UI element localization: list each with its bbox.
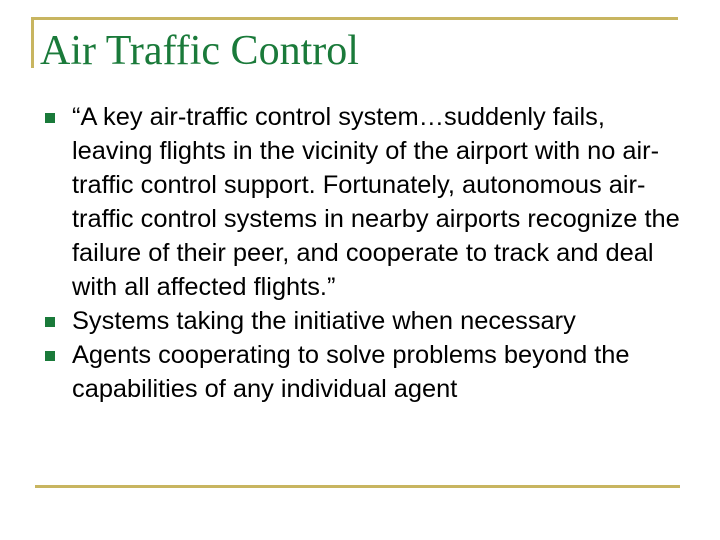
square-bullet-icon [45,317,55,327]
bullet-item [42,338,682,406]
slide-title: Air Traffic Control [40,28,359,74]
bullet-text: Systems taking the initiative when necessary [72,307,576,335]
bullet-item [42,100,682,304]
bullet-text: “A key air-traffic control system…suddenly fails, leaving flights in the vicinity of the airport with no air-traffic control support. Fortunately, autonomous air-traffic control systems in nearby airports recognize the failure of their peer, and cooperate to track and deal with all affected flights.” [72,103,680,301]
title-rule-left [31,17,34,68]
bullet-text: Agents cooperating to solve problems beyond the capabilities of any individual agent [72,341,630,403]
square-bullet-icon [45,351,55,361]
title-rule-top [31,17,678,20]
bullet-item [42,304,682,338]
bullet-list [42,100,682,406]
square-bullet-icon [45,113,55,123]
bottom-rule [35,485,680,488]
